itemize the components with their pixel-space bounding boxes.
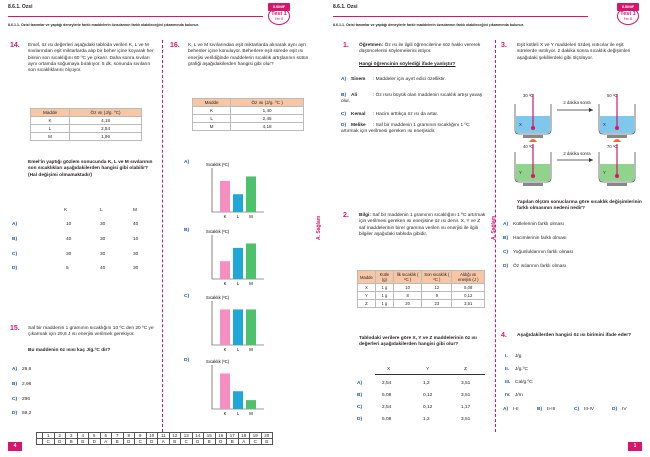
outcome-text-right: 8.6.1.1. Ozisi tanımlar ve yaptığı deneylerle farklı maddelerin özısılarının farklı olabileceğini çıkarımında bulunur. xyxy=(333,23,524,27)
q2-c-x: 2,54 xyxy=(382,405,392,410)
chart-tick-label: M xyxy=(249,411,253,416)
answer-key-number: 11 xyxy=(158,433,170,439)
q2-col-y: Y xyxy=(426,367,430,372)
answer-key-number: 3 xyxy=(66,433,78,439)
q2-d-z: 3,51 xyxy=(461,417,471,422)
answer-key-number: 15 xyxy=(204,433,216,439)
q2-table: Madde Kütle (g) İlk sıcaklık ( ºC ) Son sıcaklık ( ºC ) Aldığı ısı enerjisi (J ) X 1 g 10 12 5,08 Y 1 g 8 9 0,12 Z 1 g 20 23 3,51 xyxy=(357,270,485,308)
answer-key-number: 17 xyxy=(227,433,239,439)
q14-d-l: 40 xyxy=(100,266,106,271)
q15-option-d[interactable]: D) 59,2 xyxy=(12,411,32,416)
answer-key-number: 16 xyxy=(215,433,227,439)
chart-bar-k xyxy=(220,309,230,345)
q3-liquid-x-before: X xyxy=(519,122,522,127)
answer-key-answer: C xyxy=(43,439,55,445)
q16-chart-c xyxy=(198,293,278,355)
q15-text: Saf bir maddenin 1 gramının sıcaklığını 10 ºC den 20 ºC ye çıkarmak için 29,6 J ısı enerjisi verilmek gerekiyor. xyxy=(28,326,154,338)
q3-temp-y-start: 40 ºC xyxy=(523,144,534,149)
q16-table: Madde Öz ısı (J/g. ºC ) K 1,40 L 2,45 M 4,18 xyxy=(192,98,304,131)
q14-b-l: 30 xyxy=(100,237,106,242)
unit-title: 8.6.1. Ozsi xyxy=(8,4,33,10)
left-page-number: 4 xyxy=(8,442,22,451)
answer-key-answer: B xyxy=(204,439,216,445)
q2-c-z: 1,17 xyxy=(461,405,471,410)
q14-table: Madde Öz ısı (J/g. ºC) K 4,18 L 2,54 M 1,96 xyxy=(30,108,142,141)
q3-liquid-x-after: X xyxy=(603,122,606,127)
q4-item-3: III. Cal/g.ºC xyxy=(505,380,533,385)
q3-liquid-y-after: Y xyxy=(603,170,606,175)
beaker-x-after xyxy=(599,94,635,142)
q16-chart-b xyxy=(198,227,278,289)
chart-tick-label: K xyxy=(223,214,227,219)
answer-key-number: 12 xyxy=(169,433,181,439)
q2-option-a[interactable]: A) xyxy=(357,381,363,386)
header-line-right xyxy=(333,16,588,17)
answer-key-number: 18 xyxy=(238,433,250,439)
chart-bar-m xyxy=(246,309,256,345)
chart-bar-l xyxy=(233,391,243,409)
answer-key-number: 19 xyxy=(250,433,262,439)
q14-col-k: K xyxy=(64,208,68,213)
q2-b-x: 5,08 xyxy=(382,393,392,398)
answer-key-answer: C xyxy=(181,439,193,445)
q2-question: Tablodaki verilere göre X, Y ve Z maddelerinin öz ısı değerleri aşağıdakilerden hangisi gibi olur? xyxy=(359,336,477,348)
chart-bar-m xyxy=(246,243,256,279)
q14-question: Emel'in yaptığı gözlem sonucunda K, L ve M sıvılarının son sıcaklıkları aşağıdakilerden hangisi gibi olabilir? (Hal değişimi olmamaktadır) xyxy=(28,160,153,178)
q4-question: Aşağıdakilerden hangisi öz ısı birimini ifade eder? xyxy=(517,333,632,338)
answer-key-answer: B xyxy=(227,439,239,445)
q3-option-d[interactable]: D) Öz ısılarının farklı olması xyxy=(503,264,567,269)
answer-key-number: 5 xyxy=(89,433,101,439)
q3-option-a[interactable]: A) Kütlelerinin farklı olması xyxy=(503,222,564,227)
answer-key-answer: D xyxy=(215,439,227,445)
q3-text: Eşit kütleli X ve Y maddeleri özdeş ısıtıcılar ile eşit sürelerde ısıtılıyor. 2 dakika sonra sıcaklık değişimleri aşağıdaki şekillerdeki gibi ölçülüyor. xyxy=(517,43,631,61)
q14-c-m: 30 xyxy=(133,252,139,257)
q2-b-y: 0,12 xyxy=(423,393,433,398)
answer-key-number: 10 xyxy=(146,433,158,439)
q14-b-m: 10 xyxy=(133,237,139,242)
q14-d-k: 5 xyxy=(66,266,69,271)
test-badge: Test 1 Fen B 8.SINIF xyxy=(266,3,292,25)
answer-key-answer: B xyxy=(66,439,78,445)
answer-key-answer: D xyxy=(54,439,66,445)
q14-c-l: 30 xyxy=(100,252,106,257)
chart-tick-label: L xyxy=(236,411,240,416)
q14-col-l: L xyxy=(100,208,103,213)
chart-tick-label: M xyxy=(249,281,253,286)
q3-temp-x-start: 30 ºC xyxy=(523,93,534,98)
q2-text: Bilgi: Saf bir maddenin 1 gramının sıcaklığını 1 ºC artırmak için verilmesi gereken ısı enerjisine öz ısı denir. X, Y ve Z saf maddelerinin birer gramına verilen ısı enerjisi ile ilgili bilgiler aşağıdaki tabloda gibidir. xyxy=(359,213,486,237)
right-page xyxy=(325,0,650,457)
q14-number: 14. xyxy=(10,42,20,49)
chart-tick-label: L xyxy=(236,214,240,219)
q4-item-2: II. J/g.ºC xyxy=(505,367,528,372)
q16-option-b[interactable]: B) xyxy=(184,228,190,233)
q3-question: Yapılan ölçüm sonuclarına göre sıcaklık değişimlerinin farklı olmasının nedeni nedir? xyxy=(517,200,642,212)
right-side-band: A. Sağlam xyxy=(491,215,497,240)
chart-tick-label: M xyxy=(249,347,253,352)
q4-option-b[interactable]: B) II-III xyxy=(537,407,556,412)
q14-d-m: 30 xyxy=(133,266,139,271)
answer-key-number: 2 xyxy=(54,433,66,439)
q16-chart-a xyxy=(198,160,278,222)
chart-tick-label: L xyxy=(236,281,240,286)
q16-option-a[interactable]: A) xyxy=(184,160,190,165)
answer-key-answer: C xyxy=(135,439,147,445)
answer-key-answer: D xyxy=(89,439,101,445)
chart-bar-m xyxy=(246,400,256,409)
q2-option-c[interactable]: C) xyxy=(357,405,363,410)
chart-ylabel: Sıcaklık (ºC) xyxy=(206,229,230,234)
chart-tick-label: L xyxy=(236,347,240,352)
q4-option-c[interactable]: C) III-IV xyxy=(574,407,595,412)
q1-option-b[interactable]: B) Ali : Öz ısısı büyük olan maddenin sıcaklık artışı yavaş olur. xyxy=(341,93,483,105)
beaker-y-before xyxy=(515,144,551,186)
right-page-number: 1 xyxy=(628,442,642,451)
answer-key-answer: B xyxy=(112,439,124,445)
q14-option-d[interactable]: D) xyxy=(12,266,18,271)
chart-tick-label: M xyxy=(249,214,253,219)
q4-option-d[interactable]: D) IV xyxy=(612,407,627,412)
chart-tick-label: K xyxy=(223,411,227,416)
answer-key-number: 1 xyxy=(43,433,55,439)
chart-bar-k xyxy=(220,181,230,212)
answer-key-number: 9 xyxy=(135,433,147,439)
answer-key-answer: A xyxy=(158,439,170,445)
q1-option-c[interactable]: C) Kemal : Hacim arttıkça öz ısı da artar. xyxy=(341,112,439,117)
answer-key-answer: D xyxy=(192,439,204,445)
q2-header-rule xyxy=(375,374,485,375)
answer-key-answer: D xyxy=(146,439,158,445)
q14-c-k: 30 xyxy=(66,252,72,257)
chart-bar-l xyxy=(233,309,243,345)
q14-a-k: 10 xyxy=(66,222,72,227)
answer-key-table xyxy=(36,432,273,445)
answer-key-answer: B xyxy=(261,439,273,445)
q2-a-z: 3,51 xyxy=(461,381,471,386)
q4-item-1: I. J/g xyxy=(505,354,522,359)
q2-a-x: 2,54 xyxy=(382,381,392,386)
chart-tick-label: K xyxy=(223,281,227,286)
q2-d-x: 5,08 xyxy=(382,417,392,422)
q3-arrow-label-top: 2 dakika sonra xyxy=(563,100,591,105)
q15-option-a[interactable]: A) 29,6 xyxy=(12,367,32,372)
q15-question: Bu maddenin öz ısısı kaç J/g.ºC dir? xyxy=(28,348,111,353)
q14-a-m: 40 xyxy=(133,222,139,227)
q14-option-b[interactable]: B) xyxy=(12,237,18,242)
q15-number: 15. xyxy=(10,325,20,332)
chart-ylabel: Sıcaklık (ºC) xyxy=(206,295,230,300)
answer-key-number: 7 xyxy=(112,433,124,439)
q14-b-k: 40 xyxy=(66,237,72,242)
q3-temp-y-end: 70 ºC xyxy=(607,144,618,149)
q4-item-4: IV. J/m xyxy=(505,393,523,398)
answer-key-number: 14 xyxy=(192,433,204,439)
beaker-x-before xyxy=(515,94,551,142)
q16-option-c[interactable]: C) xyxy=(184,294,190,299)
q3-option-c[interactable]: C) Yoğunluklarının farklı olması xyxy=(503,250,574,255)
answer-key-number: 13 xyxy=(181,433,193,439)
q14-col-m: M xyxy=(133,208,137,213)
answer-key-number: 20 xyxy=(261,433,273,439)
chart-tick-label: K xyxy=(223,347,227,352)
q3-temp-x-end: 50 ºC xyxy=(607,93,618,98)
q2-option-d[interactable]: D) xyxy=(357,417,363,422)
q2-d-y: 1,2 xyxy=(423,417,430,422)
q15-option-b[interactable]: B) 2,96 xyxy=(12,382,32,387)
q14-text: Emel, öz ısı değerleri aşağıdaki tabloda verilen K, L ve M sıvılarından eşit miktarlarda alıp bir beher içine koyarak her birinin son sıcaklığını 60 ºC ye çıkarır. Daha sonra sıvıları aynı ortamda soğumaya bırakıyor. 5 dk. sonunda sıvıların son sıcaklıklarını ölçüyor. xyxy=(28,43,154,74)
column-separator-right xyxy=(495,40,496,432)
column-separator xyxy=(162,40,163,432)
chart-ylabel: Sıcaklık (ºC) xyxy=(206,359,230,364)
header-line xyxy=(8,16,263,17)
q1-text: Öğretmen: Öz ısı ile ilgili öğrencilerine söz hakkı vererek düşüncelerini söylemelerini istiyor. xyxy=(359,43,481,55)
answer-key-number: 6 xyxy=(100,433,112,439)
q16-chart-d xyxy=(198,357,278,419)
unit-title-right: 8.6.1. Ozsi xyxy=(333,4,358,10)
left-side-band: A. Sağlam xyxy=(316,215,322,240)
q14-option-c[interactable]: C) xyxy=(12,252,18,257)
answer-key-answer: A xyxy=(238,439,250,445)
q16-option-d[interactable]: D) xyxy=(184,358,190,363)
q15-option-c[interactable]: C) 296 xyxy=(12,397,31,402)
answer-key-answer: B xyxy=(77,439,89,445)
chart-bar-m xyxy=(246,176,256,212)
q2-col-z: Z xyxy=(464,367,467,372)
answer-key-answer: D xyxy=(123,439,135,445)
q14-a-l: 30 xyxy=(100,222,106,227)
q2-c-y: 0,12 xyxy=(423,405,433,410)
answer-key-number: 8 xyxy=(123,433,135,439)
q16-number: 16. xyxy=(170,42,180,49)
q3-liquid-y-before: Y xyxy=(519,170,522,175)
q14-option-a[interactable]: A) xyxy=(12,222,18,227)
q2-b-z: 3,51 xyxy=(461,393,471,398)
q1-question: Hangi öğrencinin söylediği ifade yanlıştır? xyxy=(359,62,456,67)
q2-option-b[interactable]: B) xyxy=(357,393,363,398)
chart-bar-l xyxy=(233,194,243,212)
chart-ylabel: Sıcaklık (ºC) xyxy=(206,162,230,167)
beaker-y-after xyxy=(599,144,635,186)
chart-bar-l xyxy=(233,248,243,279)
q3-option-b[interactable]: B) Hacimlerinin farklı olması xyxy=(503,236,567,241)
chart-bar-k xyxy=(220,261,230,279)
q2-number: 2. xyxy=(343,212,349,219)
q4-number: 4. xyxy=(501,332,507,339)
answer-key-answer: B xyxy=(169,439,181,445)
q16-text: K, L ve M sıvılarından eşit miktarlarda alınarak aynı ayrı behenler içine konuluyor. Beherlere eşit sürede eşit ısı enerjisi verildiğinde maddelerin sıcaklık artışlarının sütün grafiği aşağıdakilerden hangisi gibi olur? xyxy=(188,43,309,67)
answer-key-answer: A xyxy=(100,439,112,445)
answer-key-number: 4 xyxy=(77,433,89,439)
test-badge-right: Test 1 Fen B 8.SINIF xyxy=(615,3,641,25)
q3-arrow-label-bottom: 2 dakika sonra xyxy=(563,151,591,156)
q2-a-y: 1,2 xyxy=(423,381,430,386)
answer-key-answer: C xyxy=(250,439,262,445)
q1-option-d[interactable]: D) Melike : Saf bir maddenin 1 gramının sıcaklığını 1 ºC artırmak için verilmesi gereken ısı enerjisidir. xyxy=(341,123,470,135)
q1-number: 1. xyxy=(343,42,349,49)
q4-option-a[interactable]: A) I-II xyxy=(503,407,519,412)
q3-number: 3. xyxy=(501,42,507,49)
chart-bar-k xyxy=(220,373,230,409)
outcome-text: 8.6.1.1. Ozisi tanımlar ve yaptığı deneylerle farklı maddelerin özısılarının farklı olabileceğini çıkarımında bulunur. xyxy=(8,23,199,27)
q2-col-x: X xyxy=(387,367,391,372)
q1-option-a[interactable]: A) Sinem : Maddeler için ayırt edici özelliktir. xyxy=(341,77,446,82)
